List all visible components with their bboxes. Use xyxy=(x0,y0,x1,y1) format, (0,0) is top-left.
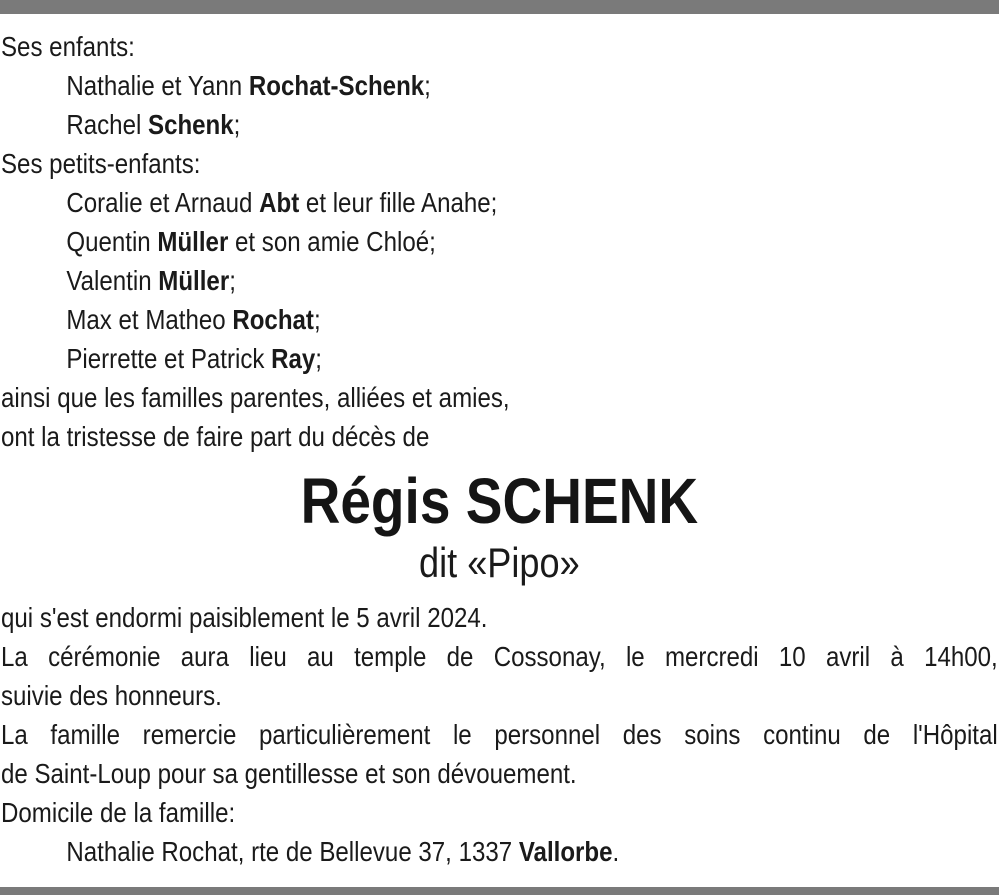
deceased-nickname: dit «Pipo» xyxy=(419,539,580,586)
grandchildren-heading: Ses petits-enfants: xyxy=(1,148,201,179)
children-heading: Ses enfants: xyxy=(1,31,135,62)
ceremony-line: La cérémonie aura lieu au temple de Cossonay, le mercredi 10 avril à 14h00, xyxy=(1,641,998,672)
announcement-line: ont la tristesse de faire part du décès de xyxy=(1,421,430,452)
family-address: Nathalie Rochat, rte de Bellevue 37, 1337 Vallorbe. xyxy=(66,836,620,867)
obituary-notice xyxy=(1,27,998,871)
domicile-heading: Domicile de la famille: xyxy=(1,797,236,828)
list-item: Max et Matheo Rochat; xyxy=(66,304,321,335)
thanks-line: La famille remercie particulièrement le personnel des soins continu de l'Hôpital xyxy=(1,719,998,750)
bottom-divider xyxy=(0,887,999,895)
deceased-name: Régis SCHENK xyxy=(300,465,699,537)
list-item: Pierrette et Patrick Ray; xyxy=(66,343,322,374)
list-item: Rachel Schenk; xyxy=(66,109,241,140)
thanks-line-continued: de Saint-Loup pour sa gentillesse et son dévouement. xyxy=(1,758,577,789)
ceremony-line-continued: suivie des honneurs. xyxy=(1,680,222,711)
list-item: Nathalie et Yann Rochat-Schenk; xyxy=(66,70,431,101)
list-item: Quentin Müller et son amie Chloé; xyxy=(66,226,436,257)
list-item: Valentin Müller; xyxy=(66,265,236,296)
relatives-line: ainsi que les familles parentes, alliées et amies, xyxy=(1,382,510,413)
deceased-block xyxy=(1,456,998,598)
top-divider xyxy=(0,0,999,14)
passing-line: qui s'est endormi paisiblement le 5 avril 2024. xyxy=(1,602,488,633)
list-item: Coralie et Arnaud Abt et leur fille Anahe; xyxy=(66,187,498,218)
